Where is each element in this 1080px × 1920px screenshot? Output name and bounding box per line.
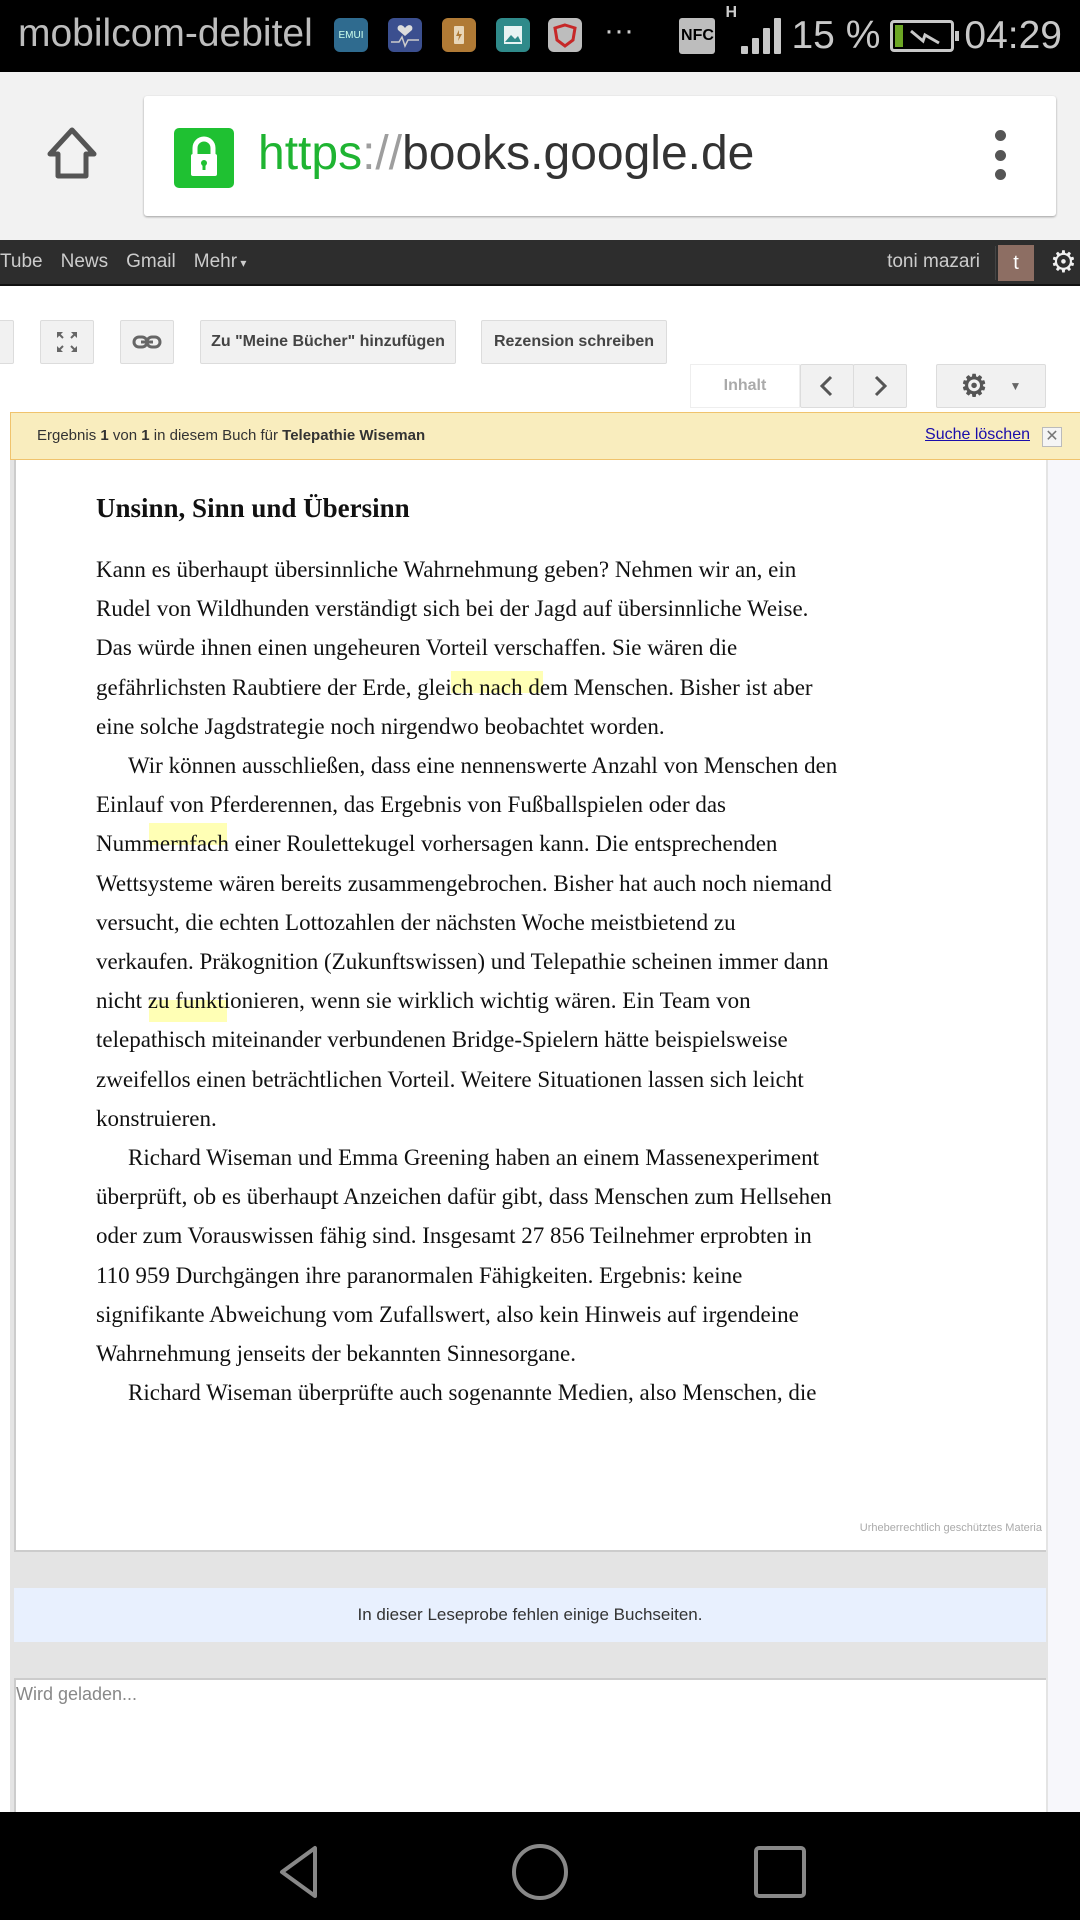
google-bar	[0, 240, 1080, 286]
text-line: nicht zu funktionieren, wenn sie wirklich wichtig wären. Ein Team von	[96, 988, 751, 1014]
link-button[interactable]	[120, 320, 174, 364]
text-line: Wahrnehmung jenseits der bekannten Sinnesorgane.	[96, 1341, 576, 1367]
next-page-button[interactable]	[853, 364, 907, 408]
text-line: oder zum Vorauswissen fähig sind. Insgesamt 27 856 Teilnehmer erprobten in	[96, 1223, 812, 1249]
carrier-name: mobilcom-debitel	[18, 12, 313, 55]
gallery-icon	[496, 18, 530, 52]
text-line: Richard Wiseman überprüfte auch sogenannte Medien, also Menschen, die	[128, 1380, 817, 1406]
book-viewer[interactable]	[10, 460, 1080, 1812]
avatar[interactable]: t	[998, 245, 1034, 281]
gbar-more-menu[interactable]: Mehr ▾	[194, 251, 247, 273]
settings-menu-button[interactable]	[936, 364, 1046, 408]
scrollbar-track[interactable]	[1048, 460, 1080, 1812]
partial-toolbar-button[interactable]	[0, 320, 14, 364]
text-line: gefährlichsten Raubtiere der Erde, gleich nach dem Menschen. Bisher ist aber	[96, 674, 813, 700]
text-line: Wir können ausschließen, dass eine nennenswerte Anzahl von Menschen den	[128, 753, 838, 779]
system-navigation-bar	[0, 1812, 1080, 1920]
url-text[interactable]: https://books.google.de	[258, 127, 755, 180]
status-right	[679, 4, 1062, 60]
health-icon	[388, 18, 422, 52]
text-line: konstruieren.	[96, 1105, 217, 1131]
chevron-left-icon	[817, 374, 837, 398]
page-body-text	[96, 550, 976, 1412]
book-page	[14, 460, 1046, 1552]
search-result-bar	[10, 412, 1080, 460]
home-circle-icon	[510, 1842, 570, 1902]
text-line: überprüft, ob es überhaupt Anzeichen dafür gibt, dass Menschen zum Hellsehen	[96, 1184, 832, 1210]
divider	[995, 246, 996, 280]
network-type: H	[725, 4, 738, 21]
gear-icon: ⚙	[960, 369, 988, 403]
recents-button[interactable]	[750, 1842, 810, 1902]
close-icon[interactable]: ✕	[1042, 427, 1062, 447]
home-icon	[42, 124, 102, 184]
chapter-title: Unsinn, Sinn und Übersinn	[96, 493, 410, 523]
url-bar[interactable]	[144, 96, 1056, 216]
gbar-link-youtube[interactable]: Tube	[0, 251, 43, 272]
text-line: Rudel von Wildhunden verständigt sich bei der Jagd auf übersinnliche Weise.	[96, 596, 809, 622]
battery-percent: 15 %	[791, 14, 881, 57]
text-line: signifikante Abweichung vom Zufallswert, also kein Hinweis auf irgendeine	[96, 1301, 799, 1327]
recents-square-icon	[750, 1842, 810, 1902]
write-review-button[interactable]: Rezension schreiben	[481, 320, 667, 364]
notification-overflow: ···	[604, 14, 634, 47]
back-button[interactable]	[270, 1842, 330, 1902]
text-line: telepathisch miteinander verbundenen Bridge-Spielern hätte beispielsweise	[96, 1027, 788, 1053]
text-line: versucht, die echten Lottozahlen der nächsten Woche meistbietend zu	[96, 909, 736, 935]
battery-saver-icon	[442, 18, 476, 52]
search-result-message: Ergebnis 1 von 1 in diesem Buch für Telepathie Wiseman	[37, 427, 426, 444]
fullscreen-icon	[54, 329, 80, 355]
text-line: verkaufen. Präkognition (Zukunftswissen) und Telepathie scheinen immer dann	[96, 949, 829, 975]
security-shield-icon	[548, 18, 582, 52]
link-icon	[132, 334, 162, 350]
gbar-link-gmail[interactable]: Gmail	[126, 251, 176, 272]
chevron-right-icon	[870, 374, 890, 398]
text-line: zweifellos einen beträchtlichen Vorteil. Weitere Situationen lassen sich leicht	[96, 1066, 804, 1092]
user-name[interactable]: toni mazari	[887, 251, 980, 272]
home-button[interactable]	[42, 124, 102, 184]
fullscreen-button[interactable]	[40, 320, 94, 364]
nfc-icon: NFC	[679, 18, 715, 54]
missing-pages-notice: In dieser Leseprobe fehlen einige Buchseiten.	[14, 1588, 1046, 1642]
text-line: Wettsysteme wären bereits zusammengebrochen. Bisher hat auch noch niemand	[96, 870, 832, 896]
copyright-notice: Urheberrechtlich geschütztes Materia	[859, 1522, 1042, 1534]
text-line: eine solche Jagdstrategie noch nirgendwo beobachtet worden.	[96, 713, 665, 739]
home-nav-button[interactable]	[510, 1842, 570, 1902]
clock: 04:29	[964, 14, 1062, 57]
battery-charging-icon	[890, 20, 954, 52]
text-line: Kann es überhaupt übersinnliche Wahrnehmung geben? Nehmen wir an, ein	[96, 557, 797, 582]
emui-icon: EMUI	[334, 18, 368, 52]
text-line: Das würde ihnen einen ungeheuren Vorteil verschaffen. Sie wären die	[96, 635, 738, 661]
secure-lock-icon[interactable]	[174, 128, 234, 188]
contents-button[interactable]: Inhalt	[690, 364, 800, 408]
gbar-link-news[interactable]: News	[60, 251, 109, 272]
browser-toolbar	[0, 72, 1080, 240]
text-line: Nummernfach einer Roulettekugel vorhersagen kann. Die entsprechenden	[96, 831, 778, 857]
text-line: 110 959 Durchgängen ihre paranormalen Fähigkeiten. Ergebnis: keine	[96, 1262, 743, 1288]
back-triangle-icon	[270, 1842, 330, 1902]
chevron-down-icon: ▼	[1009, 379, 1022, 393]
book-toolbar	[0, 286, 1080, 412]
loading-page	[14, 1678, 1046, 1812]
signal-icon	[725, 4, 781, 54]
previous-page-button[interactable]	[800, 364, 854, 408]
text-line: Richard Wiseman und Emma Greening haben an einem Massenexperiment	[128, 1145, 819, 1171]
clear-search-link[interactable]: Suche löschen	[925, 426, 1030, 443]
more-options-icon[interactable]	[994, 130, 1006, 180]
gear-icon[interactable]: ⚙	[1050, 246, 1077, 279]
add-to-my-books-button[interactable]: Zu "Meine Bücher" hinzufügen	[200, 320, 456, 364]
text-line: Einlauf von Pferderennen, das Ergebnis von Fußballspielen oder das	[96, 792, 727, 818]
loading-text: Wird geladen...	[16, 1684, 138, 1704]
status-bar	[0, 0, 1080, 72]
